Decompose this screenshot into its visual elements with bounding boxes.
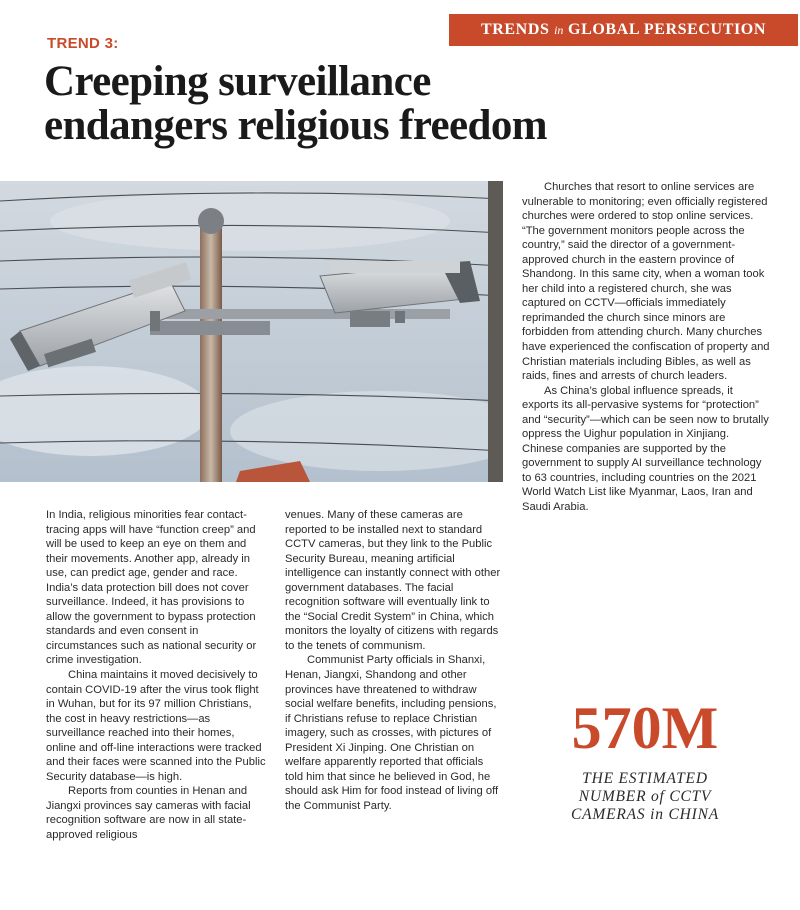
headline-line-2: endangers religious freedom — [44, 102, 547, 149]
stat-caption-line-1: THE ESTIMATED — [582, 770, 708, 787]
stat-caption — [520, 770, 770, 824]
stat-callout — [520, 695, 770, 824]
stat-number: 570M — [571, 695, 719, 761]
paragraph: In India, religious minorities fear contact-tracing apps will have “function creep” and will be used to keep an eye on them and their movements. Another app, already in use, can predict age, gender and race. India’s data protection bill does not cover surveillance. Indeed, it has provisions to allow the government to bypass protection standards and even consent in circumstances such as national security or crime investigation. — [46, 509, 257, 667]
paragraph: China maintains it moved decisively to contain COVID-19 after the virus took flight in Wuhan, but for its 97 million Christians, the cost in heavy restrictions—as surveillance reached into their homes, online and off-line interactions were tracked and their faces were scanned into the Public Security database—is high. — [46, 669, 266, 783]
article-column-left — [46, 508, 267, 843]
headline — [44, 60, 764, 148]
section-banner — [449, 14, 798, 46]
cctv-photo-illustration — [0, 181, 503, 482]
cctv-photo — [0, 181, 503, 482]
banner-word-in: in — [554, 23, 564, 37]
paragraph: Reports from counties in Henan and Jiangxi provinces say cameras with facial recognition software are now in all state-approved religious — [46, 785, 251, 842]
banner-word-global-persecution: GLOBAL PERSECUTION — [568, 21, 767, 38]
trend-label: TREND 3: — [47, 35, 119, 52]
paragraph: Churches that resort to online services are vulnerable to monitoring; even officially registered churches were ordered to stop online services. “The government monitors people across the country,” said the director of a government-approved church in the eastern province of Shandong. In this same city, when a woman took her child into a registered church, she was captured on CCTV—officials immediately reprimanded the church since minors are forbidden from attending church. Many churches have experienced the confiscation of property and Christian materials including Bibles, as well as raids, fines and arrests of church leaders. — [522, 181, 770, 383]
stat-caption-line-3: CAMERAS in CHINA — [571, 806, 719, 823]
paragraph: Communist Party officials in Shanxi, Henan, Jiangxi, Shandong and other provinces have threatened to withdraw social welfare benefits, including pensions, if Christians refuse to replace Christian imagery, such as crosses, with pictures of President Xi Jinping. One Christian on welfare apparently reported that officials told him that since he believed in God, he should ask Him for food instead of living off the Communist Party. — [285, 654, 499, 812]
headline-line-1: Creeping surveillance — [44, 58, 431, 105]
article-column-right — [522, 180, 770, 515]
article-column-middle — [285, 508, 501, 813]
paragraph: As China’s global influence spreads, it exports its all-pervasive systems for “protection” and “security”—which can be seen now to brutally oppress the Uighur population in Xinjiang. Chinese companies are supported by the government to supply AI surveillance technology to 63 countries, including countries on the 2021 World Watch List like Myanmar, Laos, Iran and Saudi Arabia. — [522, 384, 769, 514]
stat-caption-line-2: NUMBER of CCTV — [578, 788, 712, 805]
banner-word-trends: TRENDS — [480, 21, 550, 38]
paragraph: venues. Many of these cameras are reported to be installed next to standard CCTV cameras, but they link to the Public Security Bureau, meaning artificial intelligence can instantly connect with other government databases. The facial recognition software will eventually link to the “Social Credit System” in China, which monitors the loyalty of citizens with regards to the tenets of communism. — [285, 509, 501, 652]
